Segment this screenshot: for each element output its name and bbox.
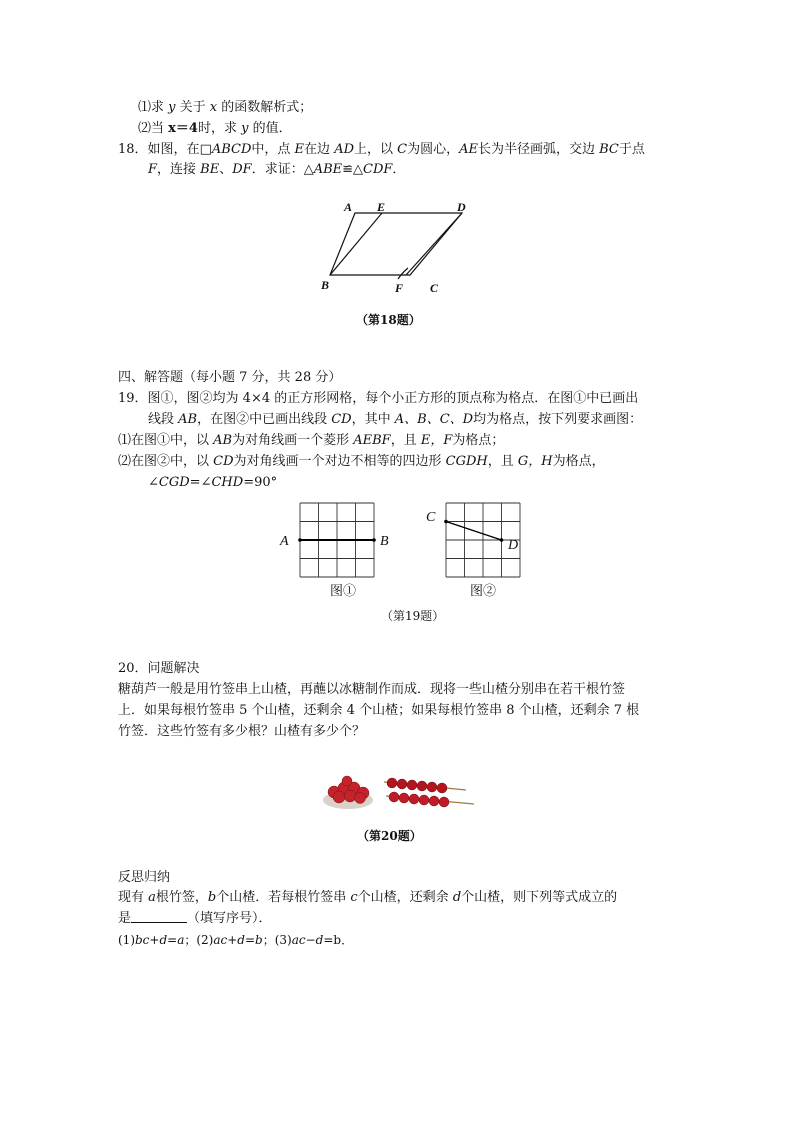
var-y: y <box>168 100 176 115</box>
q18-text: ．求证：△ <box>251 162 314 177</box>
hawthorn-pile <box>328 776 369 804</box>
fig18-caption: （第18题） <box>356 313 421 327</box>
section-4-title: 四、解答题（每小题 7 分，共 28 分） <box>118 370 342 385</box>
q17-part1 <box>138 99 312 117</box>
fig20-caption: （第20题） <box>357 829 422 843</box>
q19-text: ，其中 <box>351 412 395 427</box>
arc-mark <box>398 268 408 279</box>
var: DF <box>232 162 252 177</box>
q18-text: ≌△ <box>342 162 364 177</box>
option-number: ；(3) <box>262 933 292 947</box>
var: AB <box>213 433 233 448</box>
q18-text: 为圆心， <box>407 142 460 157</box>
segment-be <box>330 213 382 275</box>
var: AEBF <box>353 433 391 448</box>
var: AD <box>334 142 354 157</box>
point-c <box>444 520 448 524</box>
label-c: C <box>426 510 436 525</box>
fig19-caption: （第19题） <box>381 609 445 623</box>
q20-text: 个山楂，则下列等式成立的 <box>461 890 618 905</box>
var: a <box>148 890 156 905</box>
var-x: x <box>209 100 218 115</box>
q19-text: 均为格点，按下列要求画图： <box>473 412 643 427</box>
var: AE <box>459 142 478 157</box>
q18-line1 <box>118 141 645 159</box>
q19-text: =90° <box>243 475 278 490</box>
q18-text: 长为半径画弧，交边 <box>478 142 600 157</box>
label-e: E <box>377 200 386 214</box>
reflect-line1 <box>118 889 617 907</box>
var: BE <box>200 162 220 177</box>
parallelogram-figure <box>310 195 480 300</box>
var: CDF <box>363 162 393 177</box>
q18-text: 、 <box>219 162 233 177</box>
grid-figure-1 <box>270 495 400 600</box>
option-1: bc+d=a <box>135 933 185 947</box>
q17-part1-text: 的函数解析式； <box>217 100 313 115</box>
q19-part1 <box>118 432 504 450</box>
q20-line3: 竹签．这些竹签有多少根？山楂有多少个？ <box>118 724 366 739</box>
q19-text: 为对角线画一个对边不相等的四边形 <box>233 454 446 469</box>
skewer-1-fruits <box>387 778 447 793</box>
var-y: y <box>241 121 249 136</box>
q18-text: 于点 <box>618 142 645 157</box>
option-3: ac−d= <box>291 933 334 947</box>
q17-part2-text: 时，求 <box>197 121 242 136</box>
q19-part2 <box>118 453 605 471</box>
parallelogram-abcd <box>330 213 462 275</box>
option-number: (1) <box>118 933 135 947</box>
option-3-end: b． <box>333 933 354 947</box>
q20-text: 现有 <box>118 890 149 905</box>
q19-text: 为格点； <box>452 433 505 448</box>
q19-text: ⑵在图②中，以 <box>118 454 214 469</box>
label-b: B <box>321 278 330 292</box>
option-number: ；(2) <box>184 933 214 947</box>
var: CD <box>213 454 234 469</box>
label-d: D <box>508 538 519 553</box>
q19-text: ∠ <box>148 475 159 490</box>
label-f: F <box>395 281 404 295</box>
q19-part2-angle <box>148 474 277 492</box>
reflect-title: 反思归纳 <box>118 870 171 885</box>
question-number: 19． <box>118 391 148 406</box>
q20-text: 个山楂，还剩余 <box>357 890 453 905</box>
q18-text: 在边 <box>304 142 335 157</box>
q18-text: 上，以 <box>354 142 398 157</box>
point-a <box>298 538 302 542</box>
q17-part2-text: ⑵当 <box>138 121 169 136</box>
q19-line1 <box>118 390 638 408</box>
var: b <box>207 890 217 905</box>
q20-text: 是 <box>118 911 132 926</box>
q17-part1-text: 关于 <box>175 100 210 115</box>
q19-text: ，且 <box>390 433 421 448</box>
q17-part1-text: ⑴求 <box>138 100 169 115</box>
q19-text: 为对角线画一个菱形 <box>232 433 354 448</box>
skewer-2-fruits <box>389 792 449 807</box>
var: F <box>148 162 158 177</box>
q18-text: 中，点 <box>251 142 295 157</box>
reflect-options <box>118 931 353 949</box>
reflect-line2 <box>118 910 272 928</box>
q20-text: 个山楂．若每根竹签串 <box>216 890 351 905</box>
q19-text: ，在图②中已画出线段 <box>197 412 332 427</box>
var: E <box>294 142 305 157</box>
var: c <box>350 890 358 905</box>
q17-part2 <box>138 120 292 138</box>
q17-part2-expr: x＝4 <box>168 121 198 136</box>
label-b: B <box>380 534 389 549</box>
q18-text: ． <box>392 162 406 177</box>
q20-text: （填写序号）． <box>187 911 272 926</box>
label-c: C <box>430 281 439 295</box>
q18-line2 <box>148 161 405 179</box>
q19-text: ，且 <box>487 454 518 469</box>
point-d <box>500 538 504 542</box>
var: CGDH <box>445 454 488 469</box>
q18-text: ，连接 <box>157 162 201 177</box>
q19-text: ⑴在图①中，以 <box>118 433 214 448</box>
var: E，F <box>420 433 453 448</box>
answer-blank[interactable] <box>131 910 187 923</box>
q19-text: 为格点， <box>552 454 605 469</box>
var: CGD <box>158 475 190 490</box>
q19-line2 <box>148 411 642 429</box>
var: G，H <box>517 454 553 469</box>
q20-title: 20．问题解决 <box>118 661 200 676</box>
var: AB <box>178 412 198 427</box>
var: A、B、C、D <box>394 412 474 427</box>
q20-line1: 糖葫芦一般是用竹签串上山楂，再蘸以冰糖制作而成．现将一些山楂分别串在若干根竹签 <box>118 682 626 697</box>
var: CD <box>331 412 352 427</box>
q18-text: 如图，在 <box>147 142 200 157</box>
q20-line2: 上．如果每根竹签串 5 个山楂，还剩余 4 个山楂；如果每根竹签串 8 个山楂，还剩余 7 根 <box>118 703 640 718</box>
question-number: 18． <box>118 142 148 157</box>
q19-text: =∠ <box>189 475 212 490</box>
point-b <box>372 538 376 542</box>
tanghulu-image <box>322 766 478 816</box>
var: C <box>397 142 408 157</box>
q19-text: 线段 <box>148 412 179 427</box>
option-2: ac+d=b <box>213 933 263 947</box>
label-d: D <box>457 200 466 214</box>
q17-part2-text: 的值． <box>248 121 292 136</box>
fig1-label: 图① <box>330 583 357 598</box>
segment-cd <box>446 522 502 541</box>
var: CHD <box>211 475 244 490</box>
var: BC <box>599 142 619 157</box>
label-a: A <box>344 200 353 214</box>
segment-df <box>406 213 462 275</box>
parallelogram-symbol: □ABCD <box>199 142 252 157</box>
q20-text: 根竹签， <box>155 890 208 905</box>
fig2-label: 图② <box>470 583 497 598</box>
q19-text: 图①，图②均为 4×4 的正方形网格，每个小正方形的顶点称为格点．在图①中已画出 <box>147 391 639 406</box>
var: ABE <box>313 162 343 177</box>
grid-figure-2 <box>420 495 530 600</box>
var: d <box>452 890 462 905</box>
label-a: A <box>280 534 289 549</box>
